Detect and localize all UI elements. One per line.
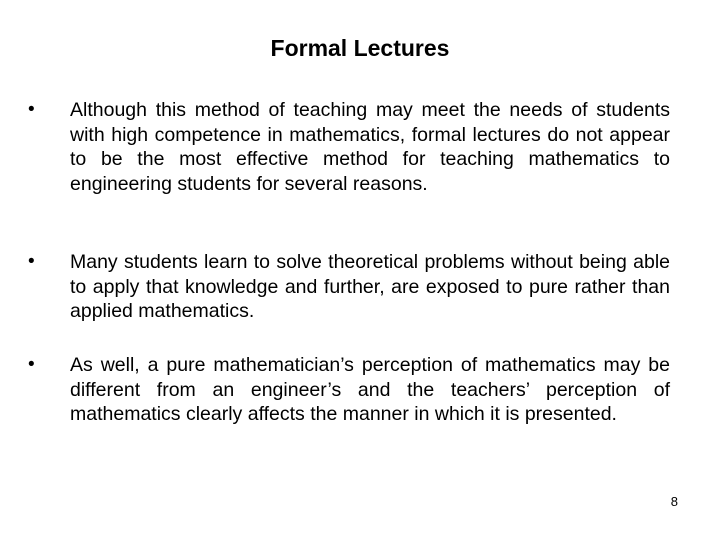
page-number: 8 [670,494,678,509]
bullet-item [24,98,670,196]
slide-title: Formal Lectures [270,35,450,61]
bullet-text: As well, a pure mathematician’s perception of mathematics may be different from an engineer’s and the teachers’ perception of mathematics clearly affects the manner in which it is presented. [70,354,670,425]
bullet-marker: • [28,354,35,375]
bullet-item [24,250,670,324]
bullet-text: Many students learn to solve theoretical problems without being able to apply that knowledge and further, are exposed to pure rather than applied mathematics. [70,251,670,322]
bullet-marker: • [28,99,35,120]
bullet-marker: • [28,251,35,272]
bullet-item [24,353,670,427]
bullet-text: Although this method of teaching may meet the needs of students with high competence in mathematics, formal lectures do not appear to be the most effective method for teaching mathematics to engineering students for several reasons. [70,99,670,195]
